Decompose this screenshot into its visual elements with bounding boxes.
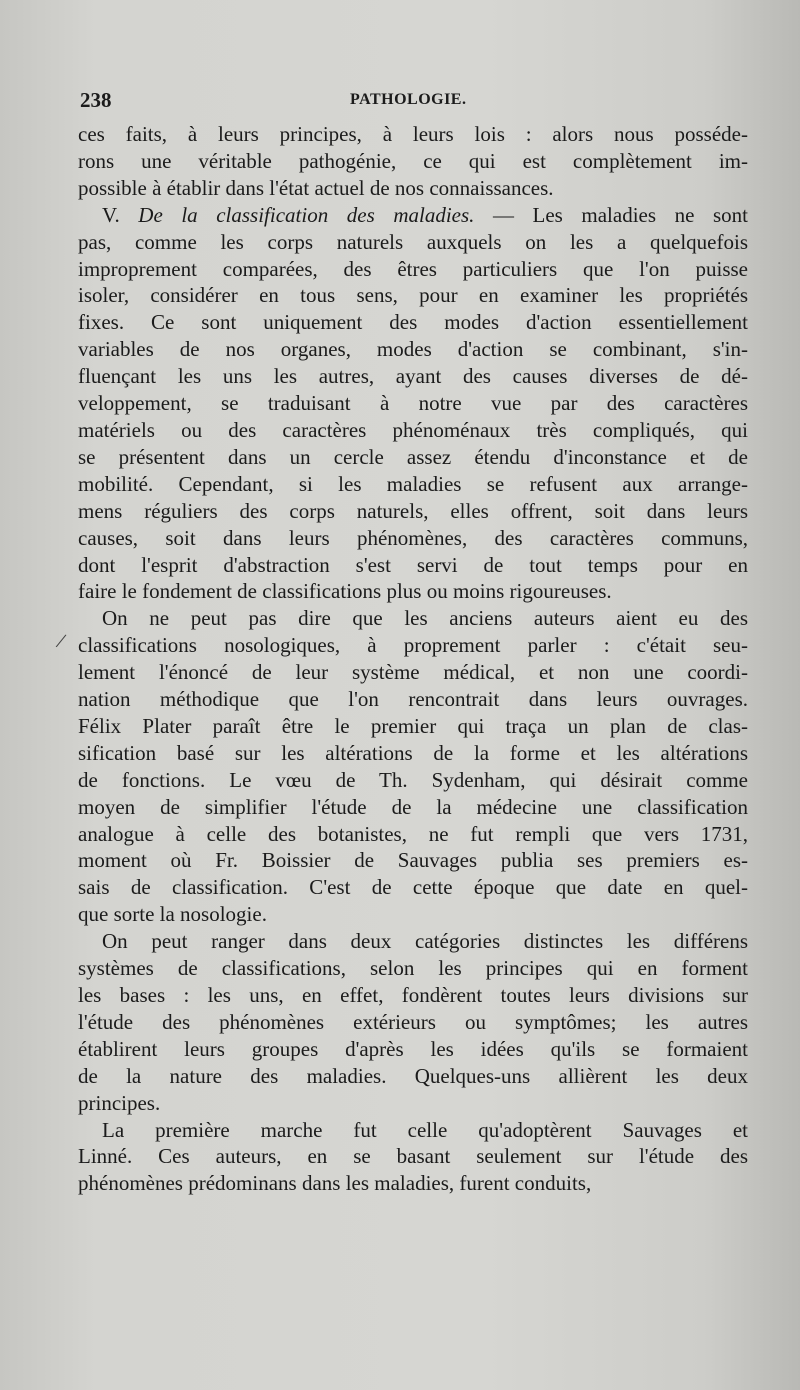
text-line: classifications nosologiques, à proprement parler : c'était seu- [78,633,748,658]
paragraph-p1 [78,121,748,202]
paragraph-p5 [78,1117,748,1198]
text-line: mens réguliers des corps naturels, elles offrent, soit dans leurs [78,498,748,523]
text-line: possible à établir dans l'état actuel de nos connaissances. [78,175,554,200]
paragraph-p2 [78,202,748,606]
text-line: de la nature des maladies. Quelques-uns allièrent les deux [78,1063,748,1088]
text-line: V. De la classification des maladies. — Les maladies ne sont [102,202,748,227]
text-line: fluençant les uns les autres, ayant des causes diverses de dé- [78,364,748,389]
body-text [78,121,748,1197]
text-line: dont l'esprit d'abstraction s'est servi de tout temps pour en [78,552,748,577]
text-line: moment où Fr. Boissier de Sauvages publia ses premiers es- [78,848,748,873]
margin-pencil-mark: / [54,627,69,654]
text-line: veloppement, se traduisant à notre vue par des caractères [78,391,748,416]
text-line: improprement comparées, des êtres particuliers que l'on puisse [78,256,748,281]
text-line: pas, comme les corps naturels auxquels on les a quelquefois [78,229,748,254]
text-line: lement l'énoncé de leur système médical, et non une coordi- [78,660,748,685]
text-line: isoler, considérer en tous sens, pour en examiner les propriétés [78,283,748,308]
text-line: fixes. Ce sont uniquement des modes d'action essentiellement [78,310,748,335]
text-line: l'étude des phénomènes extérieurs ou symptômes; les autres [78,1009,748,1034]
text-line: Félix Plater paraît être le premier qui traça un plan de clas- [78,713,748,738]
text-line: phénomènes prédominans dans les maladies, furent conduits, [78,1171,592,1196]
text-line: de fonctions. Le vœu de Th. Sydenham, qui désirait comme [78,767,748,792]
section-title: De la classification des maladies. [138,202,475,227]
text-line: sais de classification. C'est de cette époque que date en quel- [78,875,748,900]
paragraph-p4 [78,928,748,1116]
text-line: moyen de simplifier l'étude de la médecine une classification [78,794,748,819]
text-line: systèmes de classifications, selon les principes qui en forment [78,956,748,981]
text-line: On ne peut pas dire que les anciens auteurs aient eu des [102,606,748,631]
text-line: sification basé sur les altérations de la forme et les altérations [78,740,748,765]
text-line: variables de nos organes, modes d'action se combinant, s'in- [78,337,748,362]
text-line: établirent leurs groupes d'après les idées qu'ils se formaient [78,1036,748,1061]
text-line: nation méthodique que l'on rencontrait dans leurs ouvrages. [78,687,748,712]
text-line: mobilité. Cependant, si les maladies se refusent aux arrange- [78,471,748,496]
page-number: 238 [80,88,112,112]
text-line: faire le fondement de classifications plus ou moins rigoureuses. [78,579,612,604]
text-line: On peut ranger dans deux catégories distinctes les différens [102,929,748,954]
text-line: ces faits, à leurs principes, à leurs lois : alors nous posséde- [78,122,748,146]
text-line: que sorte la nosologie. [78,902,267,927]
text-line: se présentent dans un cercle assez étendu d'inconstance et de [78,444,748,469]
text-line: rons une véritable pathogénie, ce qui est complètement im- [78,148,748,173]
text-line: analogue à celle des botanistes, ne fut rempli que vers 1731, [78,821,748,846]
text-line: Linné. Ces auteurs, en se basant seulement sur l'étude des [78,1144,748,1169]
text-line: les bases : les uns, en effet, fondèrent toutes leurs divisions sur [78,983,748,1007]
page-header [80,88,748,116]
text-line: principes. [78,1090,161,1115]
text-line: La première marche fut celle qu'adoptèrent Sauvages et [102,1117,748,1142]
paragraph-p3 [78,605,748,928]
text-line: matériels ou des caractères phénoménaux très compliqués, qui [78,417,748,442]
running-head: PATHOLOGIE. [350,91,467,108]
text-line: causes, soit dans leurs phénomènes, des caractères communs, [78,525,748,550]
